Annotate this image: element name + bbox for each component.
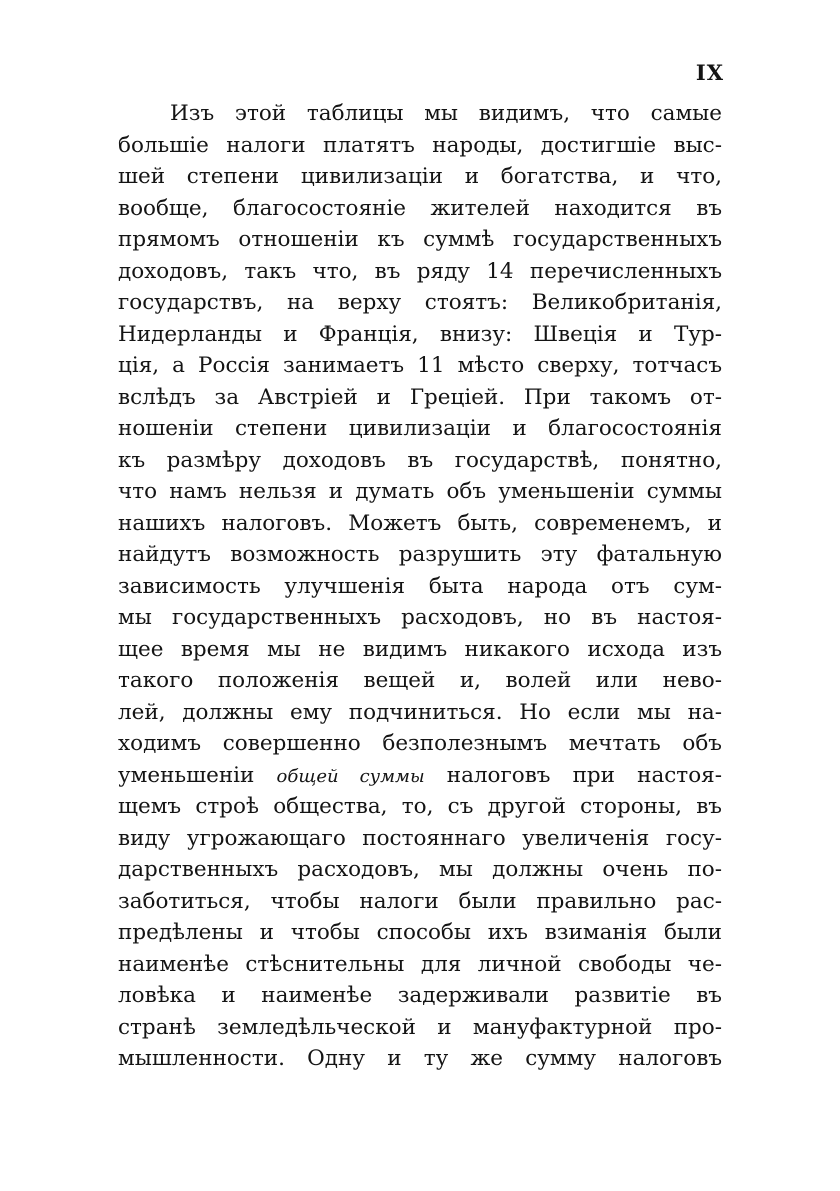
text-line: ція, а Россія занимаетъ 11 мѣсто сверху, тотчасъ <box>118 353 722 378</box>
text-line: что намъ нельзя и думать объ уменьшеніи суммы <box>118 479 722 504</box>
text-line: зависимость улучшенія быта народа отъ сум- <box>118 573 722 599</box>
text-line: ловѣка и наименѣе задерживали развитіе въ <box>118 983 722 1008</box>
text-line: странѣ земледѣльческой и мануфактурной про- <box>118 1014 722 1040</box>
text-line: Нидерланды и Франція, внизу: Швеція и Тур- <box>118 321 722 347</box>
text-line: лей, должны ему подчиниться. Но если мы на- <box>118 699 722 725</box>
text-line: доходовъ, такъ что, въ ряду 14 перечисленныхъ <box>118 258 722 284</box>
text-segment: уменьшеніи <box>118 762 255 788</box>
text-line: ношеніи степени цивилизаціи и благосостоянія <box>118 416 722 441</box>
text-line: вообще, благосостояніе жителей находится въ <box>118 195 722 221</box>
italic-phrase: общей суммы <box>276 765 425 787</box>
text-line: къ размѣру доходовъ въ государствѣ, понятно, <box>118 447 722 473</box>
text-line: виду угрожающаго постояннаго увеличенія госу- <box>118 825 722 851</box>
text-line: мы государственныхъ расходовъ, но въ настоя- <box>118 605 722 630</box>
text-line: щемъ строѣ общества, то, съ другой стороны, въ <box>118 794 722 819</box>
text-line: наименѣе стѣснительны для личной свободы че- <box>118 951 722 977</box>
text-line: Изъ этой таблицы мы видимъ, что самые <box>170 101 722 126</box>
text-line: такого положенія вещей и, волей или нево- <box>118 668 722 693</box>
text-line: прямомъ отношеніи къ суммѣ государственныхъ <box>118 227 722 252</box>
text-line: мышленности. Одну и ту же сумму налоговъ <box>118 1046 722 1071</box>
text-line: большіе налоги платятъ народы, достигшіе выс- <box>118 132 722 158</box>
text-line: предѣлены и чтобы способы ихъ взиманія были <box>118 920 722 945</box>
text-segment: налоговъ при настоя- <box>446 762 722 788</box>
text-line: заботиться, чтобы налоги были правильно рас- <box>118 888 722 914</box>
text-line: вслѣдъ за Австріей и Греціей. При такомъ от- <box>118 384 722 410</box>
page-number: IX <box>695 60 724 85</box>
text-line: государствъ, на верху стоятъ: Великобританія, <box>118 290 722 315</box>
text-line: найдутъ возможность разрушить эту фатальную <box>118 542 722 567</box>
text-line: дарственныхъ расходовъ, мы должны очень по- <box>118 857 722 882</box>
text-line: ходимъ совершенно безполезнымъ мечтать объ <box>118 731 722 756</box>
text-line-with-italic <box>118 760 722 792</box>
text-line: шей степени цивилизаціи и богатства, и что, <box>118 164 722 189</box>
body-text <box>118 98 722 1075</box>
text-line: щее время мы не видимъ никакого исхода изъ <box>118 636 722 662</box>
text-line: нашихъ налоговъ. Можетъ быть, современемъ, и <box>118 510 722 536</box>
